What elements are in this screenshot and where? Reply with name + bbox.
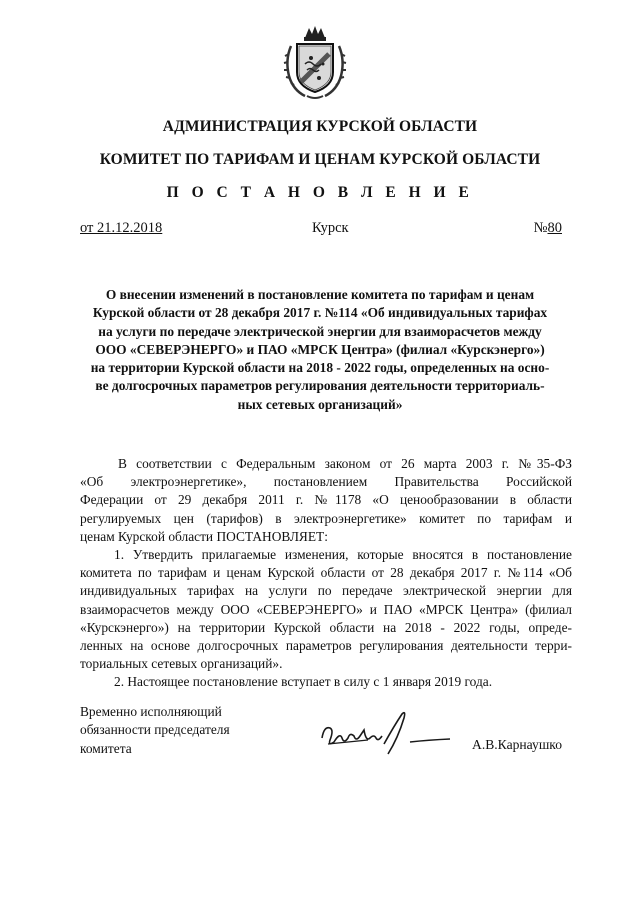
decree-title [60, 286, 580, 414]
document-meta-row [80, 220, 562, 240]
signature-icon [318, 708, 458, 760]
title-line: Курской области от 28 декабря 2017 г. №114 «Об индивидуальных тарифах [92, 305, 548, 321]
body-line: ленных на основе долгосрочных параметров регулирования деятельности терри- [80, 638, 572, 654]
document-number-value: 80 [547, 220, 562, 236]
body-line: регулируемых цен (тарифов) в электроэнергетике» комитет по тарифам и [80, 510, 572, 526]
signer-position-line: комитета [80, 740, 132, 756]
document-date: от 21.12.2018 [80, 220, 163, 236]
title-line: ООО «СЕВЕРЭНЕРГО» и ПАО «МРСК Центра» (филиал «Курскэнерго») [95, 341, 545, 357]
title-line: ных сетевых организаций» [237, 396, 403, 412]
title-line: на услуги по передаче электрической энергии для взаиморасчетов между [98, 323, 542, 339]
body-line: 2. Настоящее постановление вступает в силу с 1 января 2019 года. [114, 674, 493, 690]
title-line: на территории Курской области на 2018 - 2022 годы, определенных на осно- [90, 360, 550, 376]
body-line: ториальных сетевых организаций». [80, 656, 283, 672]
body-line: В соответствии с Федеральным законом от 26 марта 2003 г. №35-ФЗ [118, 456, 572, 471]
body-line: ценам Курской области ПОСТАНОВЛЯЕТ: [80, 528, 328, 544]
decree-body [80, 455, 572, 692]
signer-position-line: обязанности председателя [80, 722, 230, 738]
title-line: О внесении изменений в постановление комитета по тарифам и ценам [105, 287, 535, 302]
signer-position-line: Временно исполняющий [80, 704, 222, 719]
signer-name: А.В.Карнаушко [472, 737, 562, 752]
coat-of-arms-icon [283, 20, 347, 104]
body-line: Федерации от 29 декабря 2011 г. №1178 «О ценообразовании в области [80, 492, 572, 508]
document-number [534, 220, 562, 237]
body-line: комитета по тарифам и ценам Курской области от 28 декабря 2017 г. №114 «Об [80, 565, 572, 581]
body-line: «Курскэнерго») на территории Курской области на 2018 - 2022 годы, опреде- [80, 619, 572, 635]
committee-heading: КОМИТЕТ ПО ТАРИФАМ И ЦЕНАМ КУРСКОЙ ОБЛАСТИ [99, 151, 541, 168]
administration-heading: АДМИНИСТРАЦИЯ КУРСКОЙ ОБЛАСТИ [162, 118, 478, 135]
body-line: индивидуальных тарифах на услуги по передаче электрической энергии для [80, 583, 572, 599]
document-city: Курск [312, 220, 349, 236]
body-line: 1. Утвердить прилагаемые изменения, которые вносятся в постановление [114, 547, 572, 563]
document-type-heading: П О С Т А Н О В Л Е Н И Е [166, 184, 474, 201]
document-number-prefix: № [533, 220, 548, 236]
body-line: «Об электроэнергетике», постановлением Правительства Российской [80, 474, 572, 490]
body-line: взаиморасчетов между ООО «СЕВЕРЭНЕРГО» и ПАО «МРСК Центра» (филиал [80, 601, 572, 617]
title-line: ве долгосрочных параметров регулирования деятельности территориаль- [95, 378, 545, 394]
signer-position [80, 703, 230, 758]
